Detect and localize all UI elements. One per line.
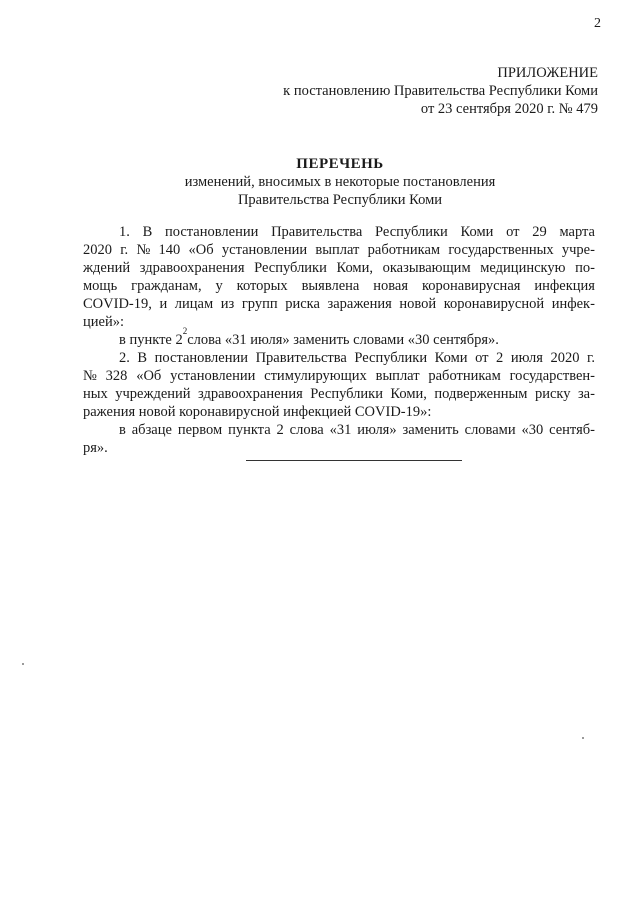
paragraph-line: 2020 г. № 140 «Об установлении выплат работникам государственных учре- [83,242,595,258]
document-subtitle [0,173,640,209]
closing-rule [246,460,462,461]
appendix-block [283,64,598,118]
paragraph-line: 1. В постановлении Правительства Республики Коми от 29 марта [119,224,595,240]
subtitle-line: изменений, вносимых в некоторые постановления [184,174,496,190]
paragraph-line: ных учреждений здравоохранения Республики Коми, подверженным риску за- [83,386,595,402]
appendix-title: ПРИЛОЖЕНИЕ [497,65,598,81]
item-1 [83,223,595,349]
paragraph-line: № 328 «Об установлении стимулирующих выплат работникам государствен- [83,368,595,384]
amendment-instruction: в абзаце первом пункта 2 слова «31 июля» заменить словами «30 сентяб- [119,422,595,438]
subtitle-line: Правительства Республики Коми [237,192,443,208]
amendment-instruction [83,326,595,349]
paragraph-line: ждений здравоохранения Республики Коми, оказывающим медицинскую по- [83,260,595,276]
document-body [83,223,595,457]
paragraph-line: мощь гражданам, у которых выявлена новая коронавирусная инфекция [83,278,595,294]
appendix-date-number: от 23 сентября 2020 г. № 479 [420,101,598,117]
page-number: 2 [594,16,601,31]
scan-speck [582,737,584,739]
paragraph-line: ражения новой коронавирусной инфекцией COVID-19»: [83,404,432,420]
item-2 [83,349,595,457]
appendix-resolution-ref: к постановлению Правительства Республики Коми [283,83,598,99]
paragraph-line: цией»: [83,314,124,330]
paragraph-line: COVID-19, и лицам из групп риска заражения новой коронавирусной инфек- [83,296,595,312]
instruction-text: слова «31 июля» заменить словами «30 сентября». [187,332,499,348]
paragraph-line: ря». [83,440,108,456]
document-title: ПЕРЕЧЕНЬ [296,156,384,172]
scan-speck [22,663,24,665]
instruction-text: в пункте 2 [119,332,183,348]
paragraph-line: 2. В постановлении Правительства Республики Коми от 2 июля 2020 г. [119,350,595,366]
superscript: 2 [182,326,188,336]
